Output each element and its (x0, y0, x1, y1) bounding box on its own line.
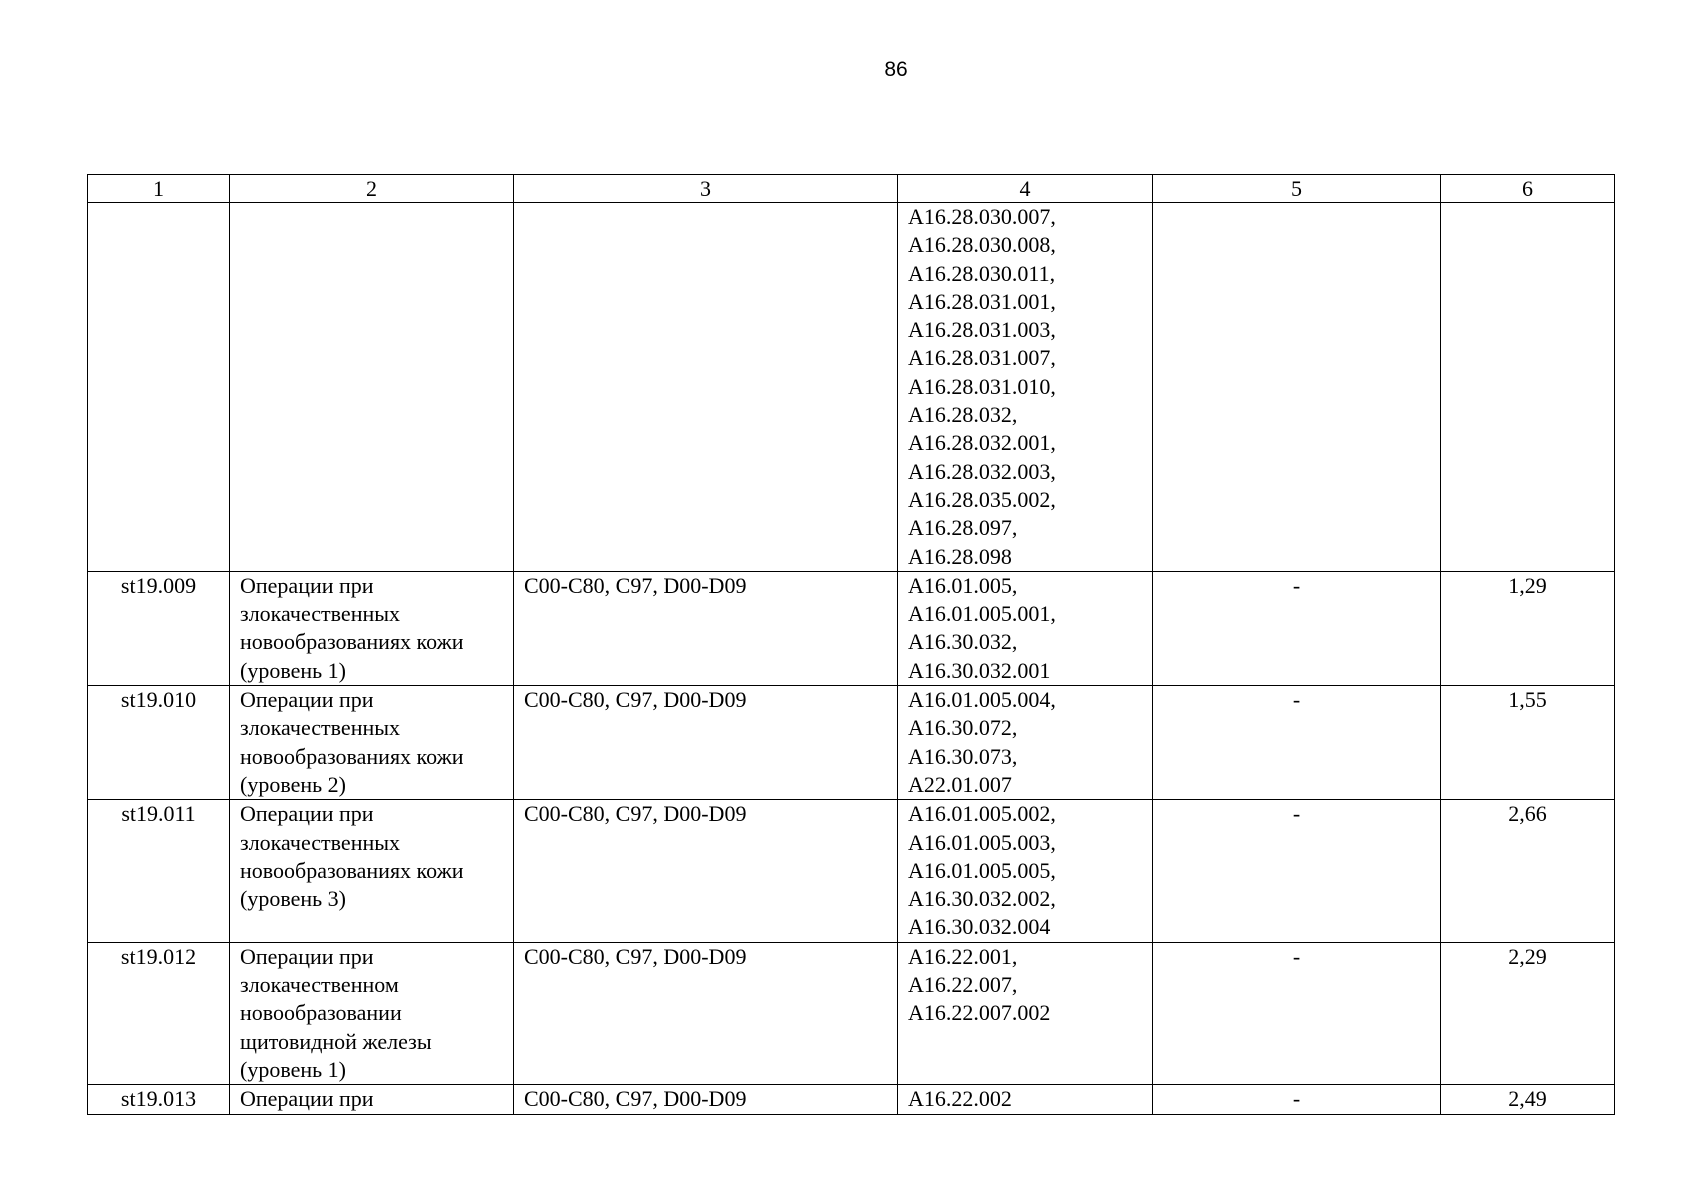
group-code-cell: st19.013 (88, 1085, 230, 1114)
other-criteria-cell: - (1153, 571, 1441, 685)
diagnoses-cell: C00-C80, C97, D00-D09 (514, 686, 898, 800)
diagnoses-cell: C00-C80, C97, D00-D09 (514, 800, 898, 942)
coefficient-cell: 1,29 (1441, 571, 1615, 685)
table-row (88, 571, 1615, 685)
services-cell: А16.22.001, А16.22.007, А16.22.007.002 (898, 942, 1153, 1084)
column-number-2: 2 (230, 175, 514, 203)
column-number-6: 6 (1441, 175, 1615, 203)
group-code-cell (88, 203, 230, 572)
group-name-cell: Операции при злокачественных новообразованиях кожи (уровень 2) (230, 686, 514, 800)
group-name-cell: Операции при (230, 1085, 514, 1114)
other-criteria-cell: - (1153, 800, 1441, 942)
table-row (88, 1085, 1615, 1114)
diagnoses-cell (514, 203, 898, 572)
table-row (88, 800, 1615, 942)
coefficient-cell: 2,49 (1441, 1085, 1615, 1114)
group-name-cell: Операции при злокачественных новообразованиях кожи (уровень 3) (230, 800, 514, 942)
other-criteria-cell (1153, 203, 1441, 572)
services-cell: А16.01.005, А16.01.005.001, А16.30.032, А16.30.032.001 (898, 571, 1153, 685)
coefficient-cell: 2,66 (1441, 800, 1615, 942)
column-number-3: 3 (514, 175, 898, 203)
tariff-table (87, 174, 1615, 1115)
table-row (88, 203, 1615, 572)
group-name-cell: Операции при злокачественном новообразовании щитовидной железы (уровень 1) (230, 942, 514, 1084)
diagnoses-cell: C00-C80, C97, D00-D09 (514, 942, 898, 1084)
column-number-5: 5 (1153, 175, 1441, 203)
group-code-cell: st19.012 (88, 942, 230, 1084)
table-row (88, 686, 1615, 800)
services-cell: А16.28.030.007, А16.28.030.008, А16.28.030.011, А16.28.031.001, А16.28.031.003, А16.28.031.007, А16.28.031.010, А16.28.032, А16.28.032.001, А16.28.032.003, А16.28.035.002, А16.28.097, А16.28.098 (898, 203, 1153, 572)
group-code-cell: st19.009 (88, 571, 230, 685)
column-number-1: 1 (88, 175, 230, 203)
diagnoses-cell: C00-C80, C97, D00-D09 (514, 1085, 898, 1114)
group-name-cell (230, 203, 514, 572)
table-row (88, 942, 1615, 1084)
page-number: 86 (884, 58, 908, 81)
column-number-4: 4 (898, 175, 1153, 203)
services-cell: А16.01.005.004, А16.30.072, А16.30.073, А22.01.007 (898, 686, 1153, 800)
group-code-cell: st19.011 (88, 800, 230, 942)
table-header-row (88, 175, 1615, 203)
other-criteria-cell: - (1153, 942, 1441, 1084)
other-criteria-cell: - (1153, 686, 1441, 800)
services-cell: А16.22.002 (898, 1085, 1153, 1114)
coefficient-cell: 1,55 (1441, 686, 1615, 800)
coefficient-cell (1441, 203, 1615, 572)
group-code-cell: st19.010 (88, 686, 230, 800)
services-cell: А16.01.005.002, А16.01.005.003, А16.01.005.005, А16.30.032.002, А16.30.032.004 (898, 800, 1153, 942)
other-criteria-cell: - (1153, 1085, 1441, 1114)
group-name-cell: Операции при злокачественных новообразованиях кожи (уровень 1) (230, 571, 514, 685)
coefficient-cell: 2,29 (1441, 942, 1615, 1084)
diagnoses-cell: C00-C80, C97, D00-D09 (514, 571, 898, 685)
